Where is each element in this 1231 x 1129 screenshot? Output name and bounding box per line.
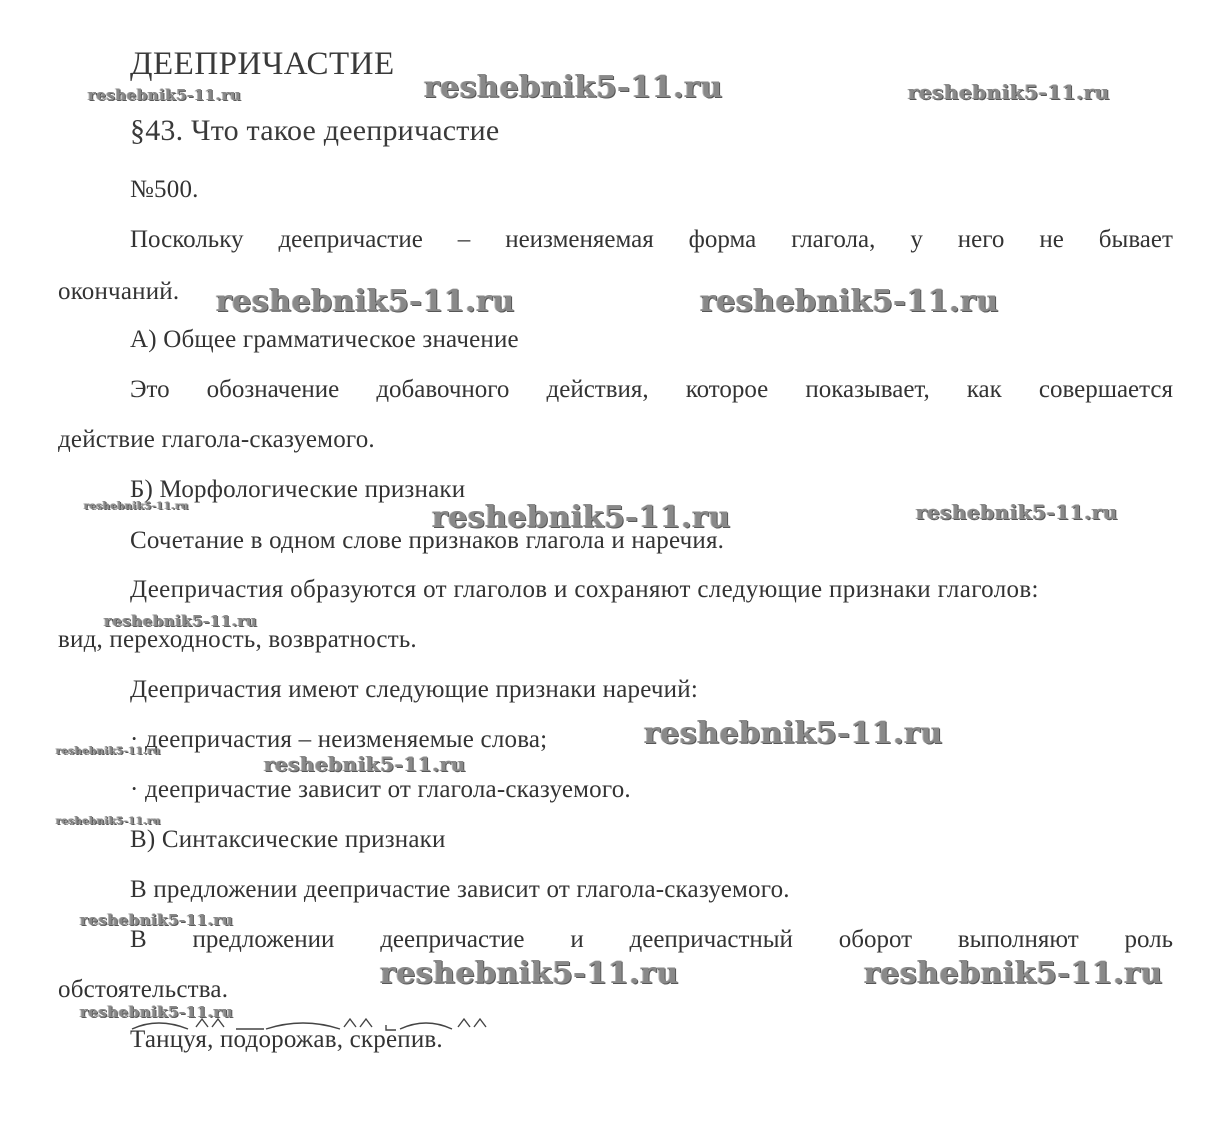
watermark: reshebnik5-11.ru: [916, 500, 1118, 524]
watermark: reshebnik5-11.ru: [432, 500, 731, 535]
watermark: reshebnik5-11.ru: [56, 746, 161, 757]
watermark: reshebnik5-11.ru: [700, 284, 999, 319]
word: деепричастие: [278, 226, 423, 253]
word: форма: [688, 226, 757, 253]
watermark: reshebnik5-11.ru: [104, 612, 258, 630]
word: совершается: [1038, 376, 1173, 403]
word: неизменяемая: [505, 226, 654, 253]
watermark: reshebnik5-11.ru: [908, 80, 1110, 104]
word: действия,: [546, 376, 649, 403]
examples-line: Танцуя, подорожав, скрепив.: [130, 1026, 443, 1053]
watermark: reshebnik5-11.ru: [264, 752, 466, 776]
section-a-heading: А) Общее грамматическое значение: [130, 326, 519, 353]
watermark: reshebnik5-11.ru: [644, 716, 943, 751]
word: предложении: [192, 926, 335, 953]
section-a-line-1: [130, 376, 1173, 404]
section-c-heading: В) Синтаксические признаки: [130, 826, 446, 853]
section-title: §43. Что такое деепричастие: [130, 114, 500, 147]
word: деепричастие: [380, 926, 525, 953]
section-b-paragraph-3: Деепричастия имеют следующие признаки наречий:: [130, 676, 698, 703]
bullet-item: · деепричастия – неизменяемые слова;: [130, 726, 548, 753]
watermark: reshebnik5-11.ru: [80, 911, 234, 929]
word: выполняют: [957, 926, 1079, 953]
watermark: reshebnik5-11.ru: [864, 956, 1163, 991]
section-c-paragraph-1: В предложении деепричастие зависит от глагола-сказуемого.: [130, 876, 790, 903]
word: Поскольку: [130, 226, 244, 253]
section-b-heading: Б) Морфологические признаки: [130, 476, 466, 503]
word: –: [457, 226, 471, 253]
intro-line-1: [130, 226, 1173, 254]
bullet-item: · деепричастие зависит от глагола-сказуемого.: [130, 776, 631, 803]
word: бывает: [1098, 226, 1173, 253]
word: В: [130, 926, 147, 953]
chapter-heading: ДЕЕПРИЧАСТИЕ: [130, 46, 395, 82]
word: обозначение: [206, 376, 340, 403]
word: и: [570, 926, 584, 953]
watermark: reshebnik5-11.ru: [80, 1003, 234, 1021]
intro-line-2: окончаний.: [58, 278, 180, 305]
word: не: [1039, 226, 1064, 253]
exercise-number: №500.: [130, 176, 199, 203]
section-a-line-2: действие глагола-сказуемого.: [58, 426, 375, 453]
word: глагола,: [791, 226, 876, 253]
word: у: [910, 226, 923, 253]
word: роль: [1124, 926, 1173, 953]
section-b-paragraph-2-line-1: Деепричастия образуются от глаголов и сохраняют следующие признаки глаголов:: [130, 576, 1039, 603]
word: него: [957, 226, 1005, 253]
word: которое: [685, 376, 769, 403]
watermark: reshebnik5-11.ru: [84, 501, 189, 512]
word: оборот: [838, 926, 913, 953]
watermark: reshebnik5-11.ru: [380, 956, 679, 991]
watermark: reshebnik5-11.ru: [88, 86, 242, 104]
word: как: [966, 376, 1002, 403]
word: Это: [130, 376, 170, 403]
section-b-paragraph-1: Сочетание в одном слове признаков глагола и наречия.: [130, 527, 725, 554]
section-b-paragraph-2-line-2: вид, переходность, возвратность.: [58, 626, 417, 653]
word: показывает,: [805, 376, 930, 403]
watermark: reshebnik5-11.ru: [56, 816, 161, 827]
section-c-paragraph-2-line-2: обстоятельства.: [58, 976, 229, 1003]
watermark: reshebnik5-11.ru: [424, 70, 723, 105]
word: добавочного: [376, 376, 510, 403]
word: деепричастный: [629, 926, 793, 953]
section-c-paragraph-2-line-1: [130, 926, 1173, 954]
watermark: reshebnik5-11.ru: [216, 284, 515, 319]
